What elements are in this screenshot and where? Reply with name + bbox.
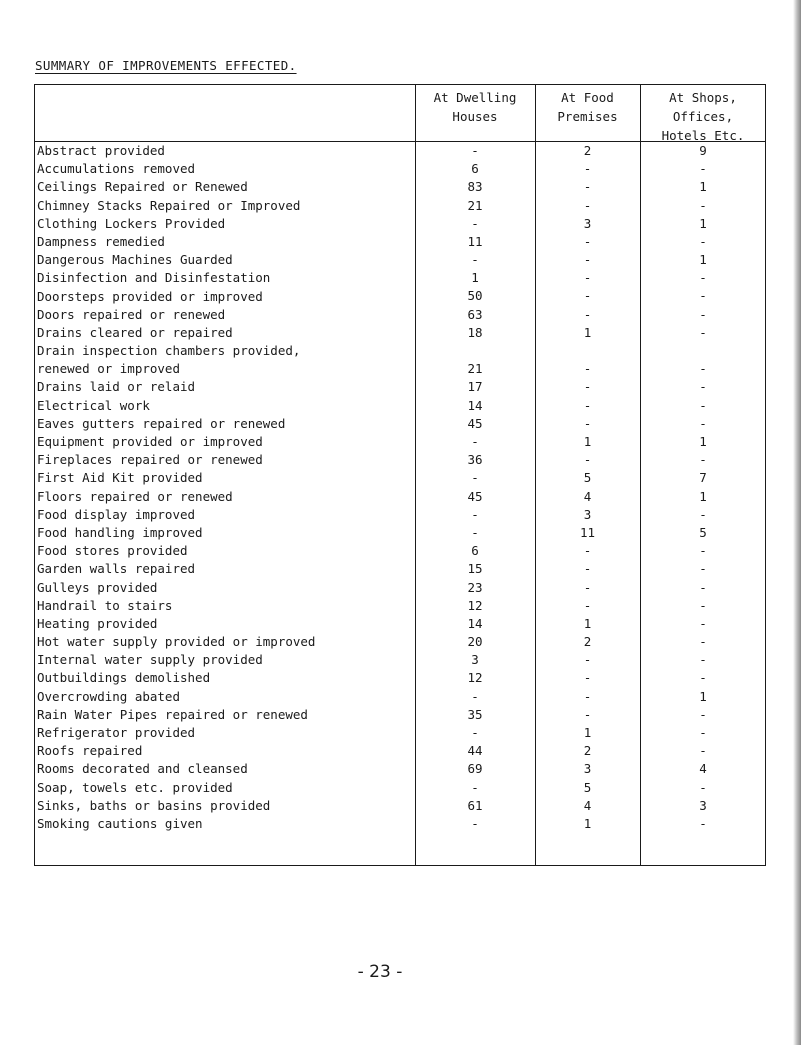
row-label-line: Food stores provided bbox=[37, 543, 188, 559]
table-row bbox=[35, 288, 765, 306]
table-row bbox=[35, 615, 765, 633]
row-label-line: Dampness remedied bbox=[37, 233, 165, 249]
row-label-line: Rooms decorated and cleansed bbox=[37, 761, 248, 777]
row-label bbox=[35, 633, 315, 651]
table-row bbox=[35, 378, 765, 396]
cell-shops-offices-hotels: 7 bbox=[699, 470, 707, 486]
cell-dwelling-houses: 35 bbox=[467, 706, 483, 722]
cell-dwelling-houses: 3 bbox=[471, 652, 479, 668]
row-label bbox=[35, 233, 165, 251]
row-label-line: Eaves gutters repaired or renewed bbox=[37, 415, 286, 431]
table-row bbox=[35, 815, 765, 833]
table-row bbox=[35, 688, 765, 706]
row-label bbox=[35, 579, 157, 597]
cell-dwelling-houses: - bbox=[471, 815, 479, 831]
cell-shops-offices-hotels: - bbox=[699, 652, 707, 668]
cell-shops-offices-hotels: - bbox=[699, 161, 707, 177]
cell-dwelling-houses: - bbox=[471, 434, 479, 449]
row-label-line: First Aid Kit provided bbox=[37, 470, 203, 486]
row-label-line: Floors repaired or renewed bbox=[37, 488, 233, 504]
cell-dwelling-houses: 17 bbox=[467, 379, 483, 395]
row-label-line: Abstract provided bbox=[37, 143, 165, 158]
row-label bbox=[35, 178, 248, 196]
improvements-table bbox=[34, 84, 766, 866]
cell-food-premises: - bbox=[583, 361, 592, 377]
row-label-line: Doors repaired or renewed bbox=[37, 306, 226, 322]
cell-dwelling-houses: - bbox=[471, 142, 479, 158]
row-label-line: Equipment provided or improved bbox=[37, 434, 263, 450]
cell-dwelling-houses: 14 bbox=[467, 397, 483, 413]
table-row bbox=[35, 142, 765, 160]
row-label bbox=[35, 433, 263, 451]
row-label bbox=[35, 251, 233, 269]
table-row bbox=[35, 597, 765, 615]
row-label bbox=[35, 197, 300, 215]
cell-dwelling-houses: 1 bbox=[471, 270, 479, 286]
cell-dwelling-houses: 63 bbox=[467, 306, 483, 322]
cell-food-premises: 3 bbox=[583, 761, 592, 777]
cell-food-premises: - bbox=[583, 543, 592, 559]
cell-shops-offices-hotels: - bbox=[699, 233, 707, 249]
cell-food-premises: - bbox=[583, 288, 592, 304]
table-row bbox=[35, 397, 765, 415]
row-label bbox=[35, 506, 195, 524]
cell-shops-offices-hotels: - bbox=[699, 379, 707, 395]
table-row bbox=[35, 269, 765, 287]
cell-food-premises: - bbox=[583, 379, 592, 395]
row-label-line: Smoking cautions given bbox=[37, 815, 203, 831]
cell-dwelling-houses: 50 bbox=[467, 288, 483, 304]
table-row bbox=[35, 542, 765, 560]
table-row bbox=[35, 160, 765, 178]
row-label-line: Doorsteps provided or improved bbox=[37, 288, 263, 304]
row-label bbox=[35, 597, 172, 615]
cell-food-premises: - bbox=[583, 270, 592, 286]
row-label bbox=[35, 397, 150, 415]
table-row bbox=[35, 324, 765, 342]
cell-food-premises: - bbox=[583, 597, 592, 613]
cell-food-premises: - bbox=[583, 179, 592, 195]
cell-shops-offices-hotels: - bbox=[699, 779, 707, 795]
row-label-line: Overcrowding abated bbox=[37, 688, 180, 704]
cell-dwelling-houses: 45 bbox=[467, 488, 483, 504]
cell-food-premises: - bbox=[583, 306, 592, 322]
row-label-line: Electrical work bbox=[37, 397, 150, 413]
row-label bbox=[35, 615, 157, 633]
cell-dwelling-houses: - bbox=[471, 470, 479, 486]
table-row bbox=[35, 306, 765, 324]
table-row bbox=[35, 651, 765, 669]
row-label-line: Sinks, baths or basins provided bbox=[37, 797, 271, 813]
cell-shops-offices-hotels: - bbox=[699, 743, 707, 759]
cell-dwelling-houses: 18 bbox=[467, 324, 483, 340]
cell-dwelling-houses: 15 bbox=[467, 561, 483, 577]
cell-food-premises: - bbox=[583, 252, 592, 268]
column-header-line: At Dwelling bbox=[433, 90, 517, 105]
row-label bbox=[35, 524, 203, 542]
cell-shops-offices-hotels: - bbox=[699, 397, 707, 413]
cell-dwelling-houses: - bbox=[471, 688, 479, 704]
cell-food-premises: - bbox=[583, 670, 592, 686]
cell-food-premises: 1 bbox=[583, 324, 592, 340]
row-label bbox=[35, 760, 248, 778]
cell-shops-offices-hotels: - bbox=[699, 725, 707, 740]
table-body bbox=[35, 142, 765, 833]
row-label-line: Gulleys provided bbox=[37, 579, 158, 595]
cell-dwelling-houses: - bbox=[471, 215, 479, 231]
column-header-line: Houses bbox=[452, 109, 498, 124]
cell-food-premises: 2 bbox=[583, 634, 592, 650]
cell-food-premises: 1 bbox=[583, 815, 592, 831]
table-row bbox=[35, 215, 765, 233]
cell-food-premises: 3 bbox=[583, 506, 592, 522]
column-header-line: Premises bbox=[557, 109, 618, 124]
table-row bbox=[35, 560, 765, 578]
table-row bbox=[35, 579, 765, 597]
cell-shops-offices-hotels: - bbox=[699, 288, 707, 304]
row-label bbox=[35, 378, 195, 396]
row-label bbox=[35, 651, 263, 669]
cell-dwelling-houses: - bbox=[471, 252, 479, 268]
cell-food-premises: - bbox=[583, 397, 592, 413]
cell-food-premises: 4 bbox=[583, 797, 592, 813]
cell-food-premises: 3 bbox=[583, 215, 592, 231]
cell-dwelling-houses: 21 bbox=[467, 197, 483, 213]
cell-dwelling-houses: 21 bbox=[467, 361, 483, 377]
row-label bbox=[35, 688, 180, 706]
cell-shops-offices-hotels: - bbox=[699, 615, 707, 631]
cell-food-premises: 1 bbox=[583, 615, 592, 631]
cell-food-premises: - bbox=[583, 688, 592, 704]
cell-shops-offices-hotels: 1 bbox=[699, 215, 707, 231]
table-row bbox=[35, 706, 765, 724]
cell-dwelling-houses: - bbox=[471, 506, 479, 522]
cell-dwelling-houses: 6 bbox=[471, 161, 479, 177]
row-label bbox=[35, 560, 195, 578]
row-label-line: Hot water supply provided or improved bbox=[37, 634, 316, 650]
cell-food-premises: 2 bbox=[583, 743, 592, 759]
row-label bbox=[35, 706, 308, 724]
cell-food-premises: - bbox=[583, 415, 592, 431]
cell-dwelling-houses: 20 bbox=[467, 634, 483, 650]
row-label-line: Clothing Lockers Provided bbox=[37, 215, 226, 231]
column-header-line: At Shops, bbox=[669, 90, 737, 105]
row-label bbox=[35, 451, 263, 469]
row-label-line: Food handling improved bbox=[37, 524, 203, 540]
column-header-line: At Food bbox=[561, 90, 614, 105]
table-row bbox=[35, 760, 765, 778]
row-label bbox=[35, 342, 300, 378]
cell-shops-offices-hotels: - bbox=[699, 597, 707, 613]
table-row bbox=[35, 342, 765, 378]
column-header-dwelling-houses bbox=[415, 88, 535, 126]
cell-shops-offices-hotels: - bbox=[699, 815, 707, 831]
table-row bbox=[35, 669, 765, 687]
row-label bbox=[35, 324, 233, 342]
cell-dwelling-houses: 45 bbox=[467, 415, 483, 431]
cell-food-premises: 11 bbox=[579, 524, 596, 540]
cell-shops-offices-hotels: - bbox=[699, 324, 707, 340]
cell-food-premises: - bbox=[583, 652, 592, 668]
row-label-line: Refrigerator provided bbox=[37, 725, 196, 741]
table-row bbox=[35, 633, 765, 651]
table-row bbox=[35, 197, 765, 215]
row-label bbox=[35, 797, 270, 815]
row-label-line: Outbuildings demolished bbox=[37, 670, 211, 686]
cell-food-premises: - bbox=[583, 197, 592, 213]
column-header-line: Offices, bbox=[672, 109, 734, 124]
row-label bbox=[35, 142, 165, 160]
table-row bbox=[35, 797, 765, 815]
cell-shops-offices-hotels: 4 bbox=[699, 761, 707, 777]
cell-shops-offices-hotels: - bbox=[699, 415, 707, 431]
cell-shops-offices-hotels: 1 bbox=[699, 434, 707, 449]
row-label bbox=[35, 160, 195, 178]
cell-shops-offices-hotels: - bbox=[699, 561, 707, 577]
table-row bbox=[35, 779, 765, 797]
cell-shops-offices-hotels: 5 bbox=[699, 524, 707, 540]
table-row bbox=[35, 451, 765, 469]
cell-dwelling-houses: - bbox=[471, 725, 479, 740]
cell-food-premises: - bbox=[583, 706, 592, 722]
row-label-line: Soap, towels etc. provided bbox=[37, 779, 233, 795]
cell-shops-offices-hotels: 1 bbox=[699, 179, 707, 195]
row-label bbox=[35, 306, 225, 324]
cell-shops-offices-hotels: - bbox=[699, 579, 707, 595]
cell-shops-offices-hotels: 1 bbox=[699, 488, 707, 504]
cell-shops-offices-hotels: - bbox=[699, 197, 707, 213]
cell-shops-offices-hotels: - bbox=[699, 452, 707, 468]
cell-dwelling-houses: 23 bbox=[467, 579, 483, 595]
cell-dwelling-houses: 6 bbox=[471, 543, 479, 559]
row-label-line: Rain Water Pipes repaired or renewed bbox=[37, 706, 308, 722]
cell-food-premises: 2 bbox=[583, 142, 592, 158]
cell-dwelling-houses: - bbox=[471, 524, 479, 540]
cell-shops-offices-hotels: - bbox=[699, 361, 707, 377]
cell-dwelling-houses: 69 bbox=[467, 761, 483, 777]
cell-food-premises: - bbox=[583, 452, 592, 468]
row-label bbox=[35, 724, 195, 742]
page-edge-shadow bbox=[793, 0, 801, 1045]
row-label-line: Handrail to stairs bbox=[37, 597, 173, 613]
cell-dwelling-houses: 11 bbox=[467, 233, 483, 249]
cell-dwelling-houses: 83 bbox=[467, 179, 483, 195]
page-number: - 23 - bbox=[357, 962, 403, 982]
row-label-line: Ceilings Repaired or Renewed bbox=[37, 179, 248, 195]
row-label-line: renewed or improved bbox=[37, 361, 180, 377]
cell-food-premises: - bbox=[583, 233, 592, 249]
cell-dwelling-houses: 14 bbox=[467, 615, 483, 631]
cell-shops-offices-hotels: - bbox=[699, 543, 707, 559]
table-row bbox=[35, 506, 765, 524]
table-row bbox=[35, 724, 765, 742]
table-row bbox=[35, 233, 765, 251]
cell-dwelling-houses: 12 bbox=[467, 670, 483, 686]
row-label-line: Accumulations removed bbox=[37, 161, 196, 177]
row-label-line: Garden walls repaired bbox=[37, 561, 196, 577]
cell-food-premises: - bbox=[583, 161, 592, 177]
cell-shops-offices-hotels: - bbox=[699, 634, 707, 650]
table-row bbox=[35, 488, 765, 506]
cell-dwelling-houses: 61 bbox=[467, 797, 483, 813]
cell-shops-offices-hotels: - bbox=[699, 706, 707, 722]
row-label-line: Roofs repaired bbox=[37, 743, 143, 759]
row-label-line: Chimney Stacks Repaired or Improved bbox=[37, 197, 301, 213]
cell-food-premises: 5 bbox=[583, 779, 592, 795]
row-label-line: Heating provided bbox=[37, 615, 158, 631]
row-label-line: Dangerous Machines Guarded bbox=[37, 252, 233, 268]
row-label bbox=[35, 288, 263, 306]
cell-shops-offices-hotels: - bbox=[699, 270, 707, 286]
cell-shops-offices-hotels: 3 bbox=[699, 797, 707, 813]
table-row bbox=[35, 524, 765, 542]
row-label-line: Drains cleared or repaired bbox=[37, 324, 233, 340]
row-label bbox=[35, 415, 285, 433]
cell-dwelling-houses: 44 bbox=[467, 743, 483, 759]
cell-dwelling-houses: - bbox=[471, 779, 479, 795]
cell-food-premises: 1 bbox=[583, 434, 592, 449]
row-label bbox=[35, 488, 233, 506]
table-row bbox=[35, 742, 765, 760]
row-label bbox=[35, 742, 142, 760]
row-label bbox=[35, 669, 210, 687]
table-row bbox=[35, 415, 765, 433]
row-label-line: Fireplaces repaired or renewed bbox=[37, 452, 263, 468]
cell-food-premises: 4 bbox=[583, 488, 592, 504]
page-title: SUMMARY OF IMPROVEMENTS EFFECTED. bbox=[35, 58, 297, 73]
table-row bbox=[35, 469, 765, 487]
cell-food-premises: - bbox=[583, 579, 592, 595]
row-label bbox=[35, 779, 233, 797]
column-header-line: Hotels Etc. bbox=[661, 128, 745, 143]
column-header-food-premises bbox=[535, 88, 640, 126]
cell-shops-offices-hotels: - bbox=[699, 670, 707, 686]
row-label bbox=[35, 815, 203, 833]
row-label bbox=[35, 542, 188, 560]
cell-dwelling-houses: 12 bbox=[467, 597, 483, 613]
cell-shops-offices-hotels: 1 bbox=[699, 252, 707, 268]
cell-shops-offices-hotels: 1 bbox=[699, 688, 707, 704]
row-label-line: Internal water supply provided bbox=[37, 652, 263, 668]
cell-dwelling-houses: 36 bbox=[467, 452, 483, 468]
cell-shops-offices-hotels: 9 bbox=[699, 142, 707, 158]
cell-food-premises: - bbox=[583, 561, 592, 577]
cell-food-premises: 1 bbox=[583, 725, 592, 740]
table-row bbox=[35, 251, 765, 269]
row-label bbox=[35, 469, 203, 487]
table-row bbox=[35, 433, 765, 451]
cell-shops-offices-hotels: - bbox=[699, 306, 707, 322]
row-label-line: Drain inspection chambers provided, bbox=[37, 343, 301, 359]
table-row bbox=[35, 178, 765, 196]
row-label bbox=[35, 269, 270, 287]
column-header-shops-offices-hotels bbox=[640, 88, 766, 145]
row-label-line: Food display improved bbox=[37, 506, 196, 522]
cell-shops-offices-hotels: - bbox=[699, 506, 707, 522]
cell-food-premises: 5 bbox=[583, 470, 592, 486]
row-label-line: Drains laid or relaid bbox=[37, 379, 196, 395]
row-label-line: Disinfection and Disinfestation bbox=[37, 270, 271, 286]
row-label bbox=[35, 215, 225, 233]
